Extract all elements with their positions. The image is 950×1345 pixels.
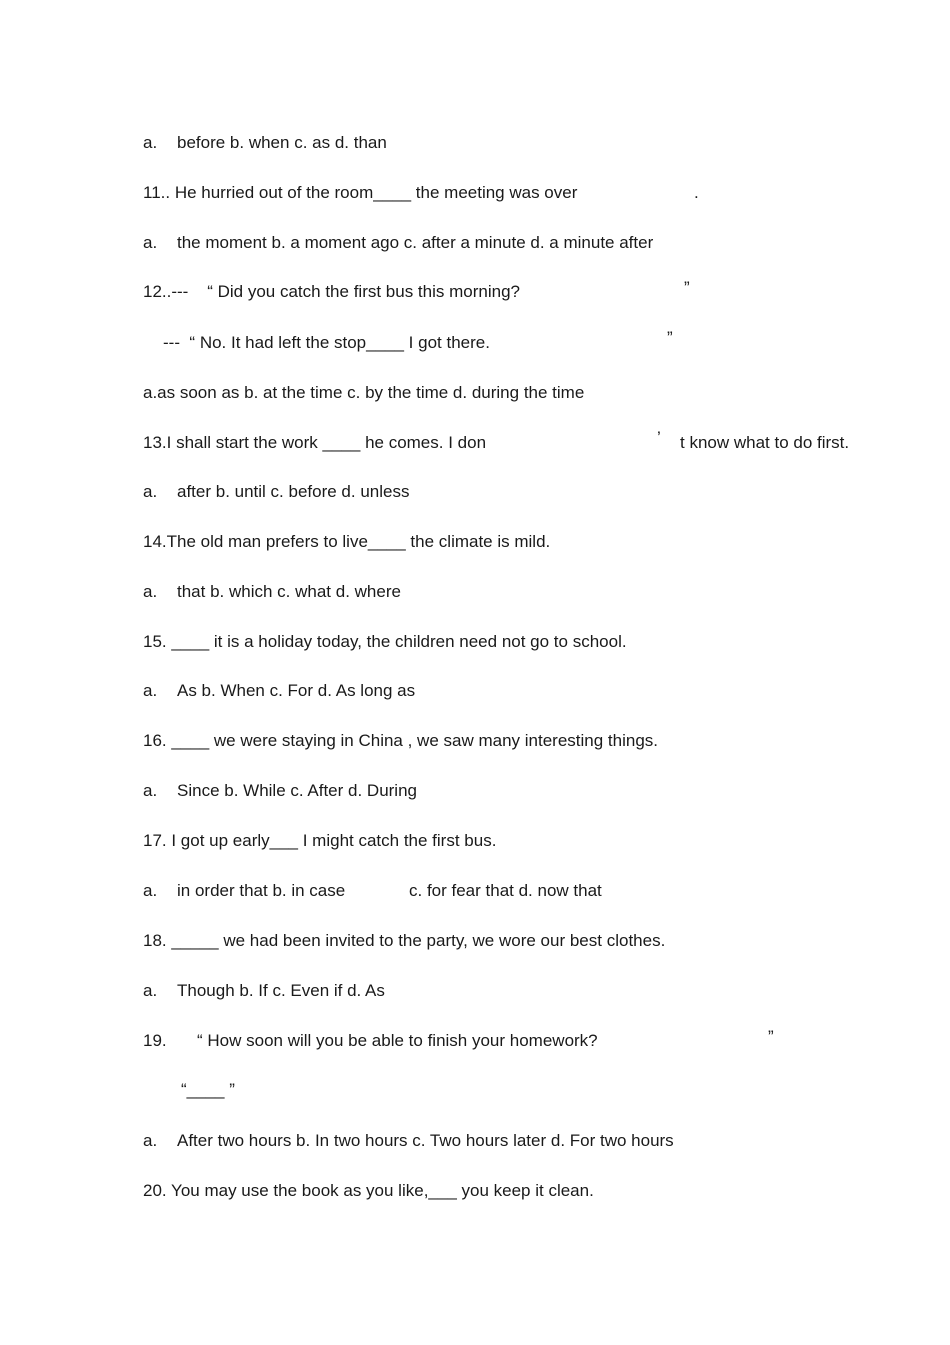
question-12-line1: 12..--- “ Did you catch the first bus this morning? [143, 282, 520, 301]
options-text-2: c. for fear that d. now that [409, 881, 602, 900]
question-20: 20. You may use the book as you like,___ you keep it clean. [143, 1181, 594, 1200]
question-19: “ How soon will you be able to finish your homework? [197, 1031, 598, 1050]
question-17: 17. I got up early___ I might catch the first bus. [143, 831, 497, 850]
option-label: a. [143, 1131, 158, 1150]
question-12-line2: --- “ No. It had left the stop____ I got there. [163, 333, 490, 352]
options-text: the moment b. a moment ago c. after a minute d. a minute after [177, 233, 654, 252]
apostrophe: ’ [657, 428, 661, 447]
question-11-end: . [694, 183, 699, 202]
option-label: a. [143, 881, 158, 900]
quote-close: ” [684, 278, 690, 297]
question-16: 16. ____ we were staying in China , we saw many interesting things. [143, 731, 658, 750]
question-15: 15. ____ it is a holiday today, the children need not go to school. [143, 632, 627, 651]
option-label: a. [143, 582, 158, 601]
options-text: Though b. If c. Even if d. As [177, 981, 385, 1000]
options-text: Since b. While c. After d. During [177, 781, 417, 800]
options-text: a.as soon as b. at the time c. by the time d. during the time [143, 383, 585, 402]
options-text: After two hours b. In two hours c. Two hours later d. For two hours [177, 1131, 674, 1150]
options-text: that b. which c. what d. where [177, 582, 401, 601]
option-label: a. [143, 781, 158, 800]
option-label: a. [143, 233, 158, 252]
question-18: 18. _____ we had been invited to the party, we wore our best clothes. [143, 931, 666, 950]
options-text: after b. until c. before d. unless [177, 482, 410, 501]
question-14: 14.The old man prefers to live____ the climate is mild. [143, 532, 551, 551]
question-13-end: t know what to do first. [680, 433, 850, 452]
option-label: a. [143, 133, 158, 152]
options-text: As b. When c. For d. As long as [177, 681, 416, 700]
quote-close: ” [667, 328, 673, 347]
question-11: 11.. He hurried out of the room____ the meeting was over [143, 183, 578, 202]
option-label: a. [143, 482, 158, 501]
question-19-answer-blank: “____ ” [181, 1080, 235, 1099]
options-text: in order that b. in case [177, 881, 346, 900]
option-label: a. [143, 681, 158, 700]
quote-close: ” [768, 1027, 774, 1046]
options-text: before b. when c. as d. than [177, 133, 387, 152]
question-19-number: 19. [143, 1031, 167, 1050]
question-13: 13.I shall start the work ____ he comes. I don [143, 433, 487, 452]
option-label: a. [143, 981, 158, 1000]
